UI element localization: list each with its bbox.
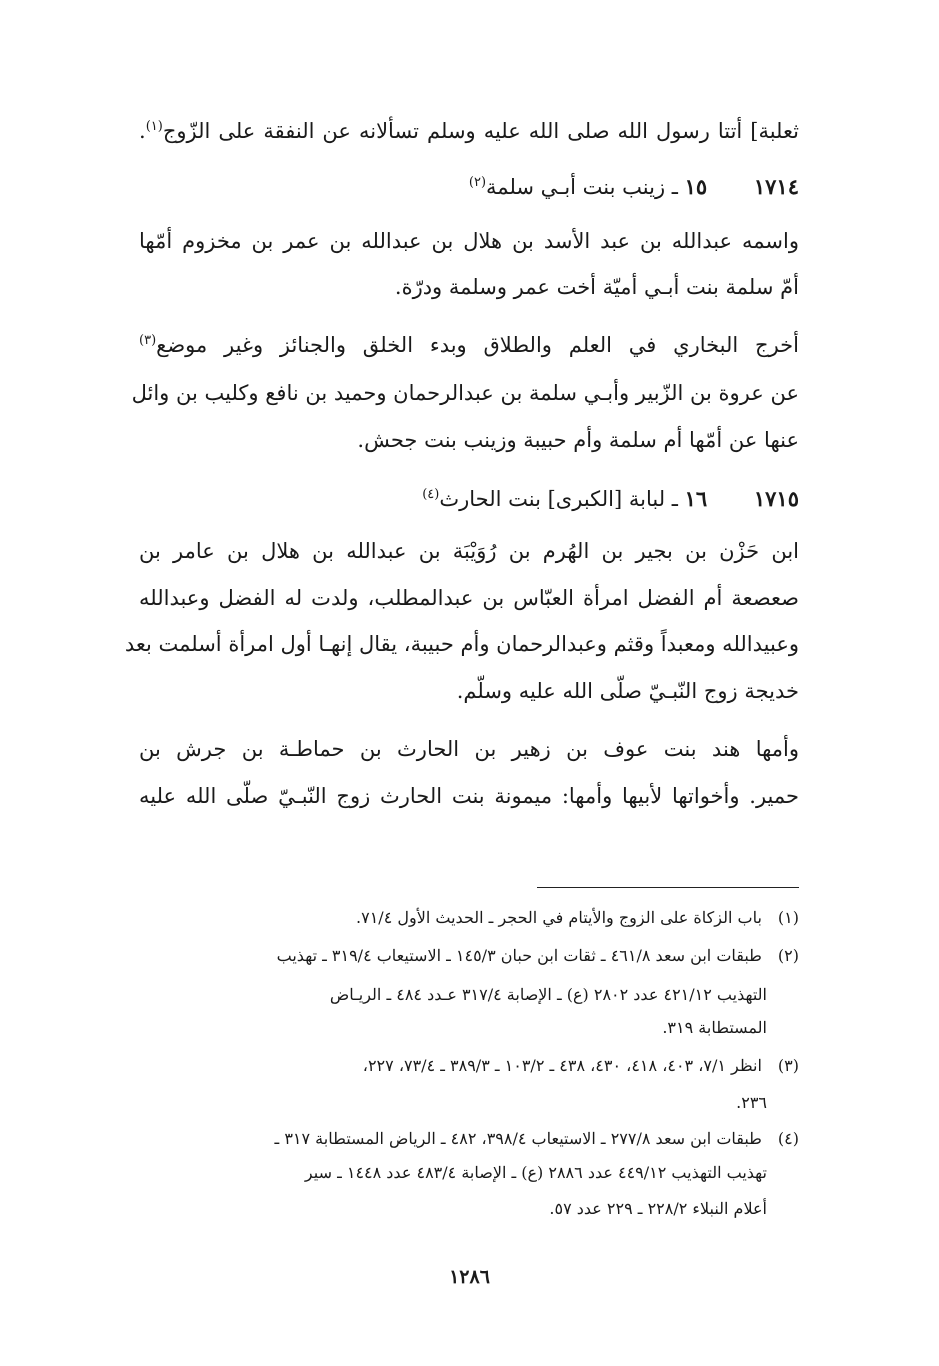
entry-sequence: ١٥	[684, 174, 708, 199]
footnote-2-continued	[139, 1016, 767, 1040]
footnote-2	[139, 944, 799, 968]
entry-number: ١٧١٥	[753, 486, 799, 511]
footnote-1	[139, 906, 799, 930]
footnote-4-continued	[139, 1197, 767, 1221]
footnote-marker: (٤)	[777, 1129, 799, 1148]
entry-heading-1714	[139, 172, 799, 202]
footnote-ref: (٢)	[468, 175, 487, 190]
line-text: ثعلبة] أتتا رسول الله صلى الله عليه وسلم تسألانه عن النفقة على الزّوج	[162, 119, 799, 143]
line-text: حمير. وأخواتها لأبيها وأمها: ميمونة بنت الحارث زوج النّبـيّ صلّى الله عليه	[139, 784, 799, 808]
footnote-3	[139, 1054, 799, 1078]
line-text: عن عروة بن الزّبير وأبـي سلمة بن عبدالرحمان وحميد بن نافع وكليب بن وائل	[131, 381, 799, 405]
line-text: ابن حَزْن بن بجير بن الهُرم بن رُوَيْبَة بن عبدالله بن هلال بن عامر بن	[139, 539, 799, 563]
footnote-separator	[537, 887, 799, 888]
footnote-text: ٢٣٦.	[736, 1093, 767, 1112]
text-line	[139, 425, 799, 455]
footnote-ref: (٤)	[422, 487, 440, 502]
text-line	[139, 272, 799, 302]
footnote-text: أعلام النبلاء ٢٢٨/٢ ـ ٢٢٩ عدد ٥٧.	[549, 1199, 767, 1218]
text-line	[139, 676, 799, 706]
footnote-text: طبقات ابن سعد ٢٧٧/٨ ـ الاستيعاب ٣٩٨/٤، ٤٨٢ ـ الرياض المستطابة ٣١٧ ـ	[274, 1129, 762, 1148]
footnote-4-continued	[139, 1161, 767, 1185]
text-line	[124, 629, 799, 659]
footnote-marker: (٢)	[777, 946, 799, 965]
footnote-ref: (٣)	[139, 333, 157, 348]
entry-number: ١٧١٤	[753, 174, 799, 199]
footnote-text: تهذيب التهذيب ٤٤٩/١٢ عدد ٢٨٨٦ (ع) ـ الإصابة ٤٨٣/٤ عدد ١٤٤٨ ـ سير	[304, 1163, 767, 1182]
line-text: وعبيدالله ومعبداً وقثم وعبدالرحمان وأم حبيبة، يقال إنهـا أول امرأة أسلمت بعد	[124, 632, 799, 656]
footnote-2-continued	[139, 983, 767, 1007]
footnote-3-continued	[139, 1091, 767, 1115]
line-text: وأمها هند بنت عوف بن زهير بن الحارث بن حماطـة بن جرش بن	[139, 737, 799, 761]
text-line	[139, 330, 799, 360]
entry-name: ـ زينب بنت أبـي سلمة	[486, 175, 678, 199]
text-line	[139, 116, 799, 146]
footnote-text: طبقات ابن سعد ٤٦١/٨ ـ ثقات ابن حبان ١٤٥/٣ ـ الاستيعاب ٣١٩/٤ ـ تهذيب	[276, 946, 762, 965]
footnote-4	[139, 1127, 799, 1151]
footnote-text: المستطابة ٣١٩.	[662, 1018, 767, 1037]
text-line	[139, 781, 799, 811]
entry-name: ـ لبابة [الكبرى] بنت الحارث	[439, 487, 678, 511]
entry-sequence: ١٦	[684, 486, 708, 511]
line-text: واسمه عبدالله بن عبد الأسد بن هلال بن عبدالله بن عمر بن مخزوم أمّها	[139, 229, 799, 253]
line-text: صعصعة أم الفضل امرأة العبّاس بن عبدالمطلب، ولدت له الفضل وعبدالله	[139, 586, 799, 610]
footnote-text: التهذيب ٤٢١/١٢ عدد ٢٨٠٢ (ع) ـ الإصابة ٣١٧/٤ عـدد ٤٨٤ ـ الريـاض	[329, 985, 767, 1004]
text-line	[139, 583, 799, 613]
line-text: أمّ سلمة بنت أبـي أميّة أخت عمر وسلمة ودرّة.	[394, 275, 799, 299]
text-line	[131, 378, 799, 408]
footnote-ref: (١)	[145, 119, 163, 134]
text-line	[139, 536, 799, 566]
footnote-marker: (١)	[777, 908, 799, 927]
text-line	[139, 734, 799, 764]
line-end: .	[139, 119, 146, 143]
line-text: خديجة زوج النّبـيّ صلّى الله عليه وسلّم.	[456, 679, 799, 703]
entry-heading-1715	[139, 484, 799, 514]
text-line	[139, 226, 799, 256]
footnote-text: باب الزكاة على الزوج والأيتام في الحجر ـ الحديث الأول ٧١/٤.	[356, 908, 762, 927]
line-text: عنها عن أمّها أم سلمة وأم حبيبة وزينب بنت جحش.	[357, 428, 799, 452]
line-text: أخرج البخاري في العلم والطلاق وبدء الخلق والجنائز وغير موضع	[156, 333, 799, 357]
footnote-text: انظر ٧/١، ٤٠٣، ٤١٨، ٤٣٠، ٤٣٨ ـ ١٠٣/٢ ـ ٣٨٩/٣ ـ ٧٣/٤، ٢٢٧،	[362, 1056, 762, 1075]
footnote-marker: (٣)	[777, 1056, 799, 1075]
page-number: ١٢٨٦	[449, 1266, 490, 1288]
